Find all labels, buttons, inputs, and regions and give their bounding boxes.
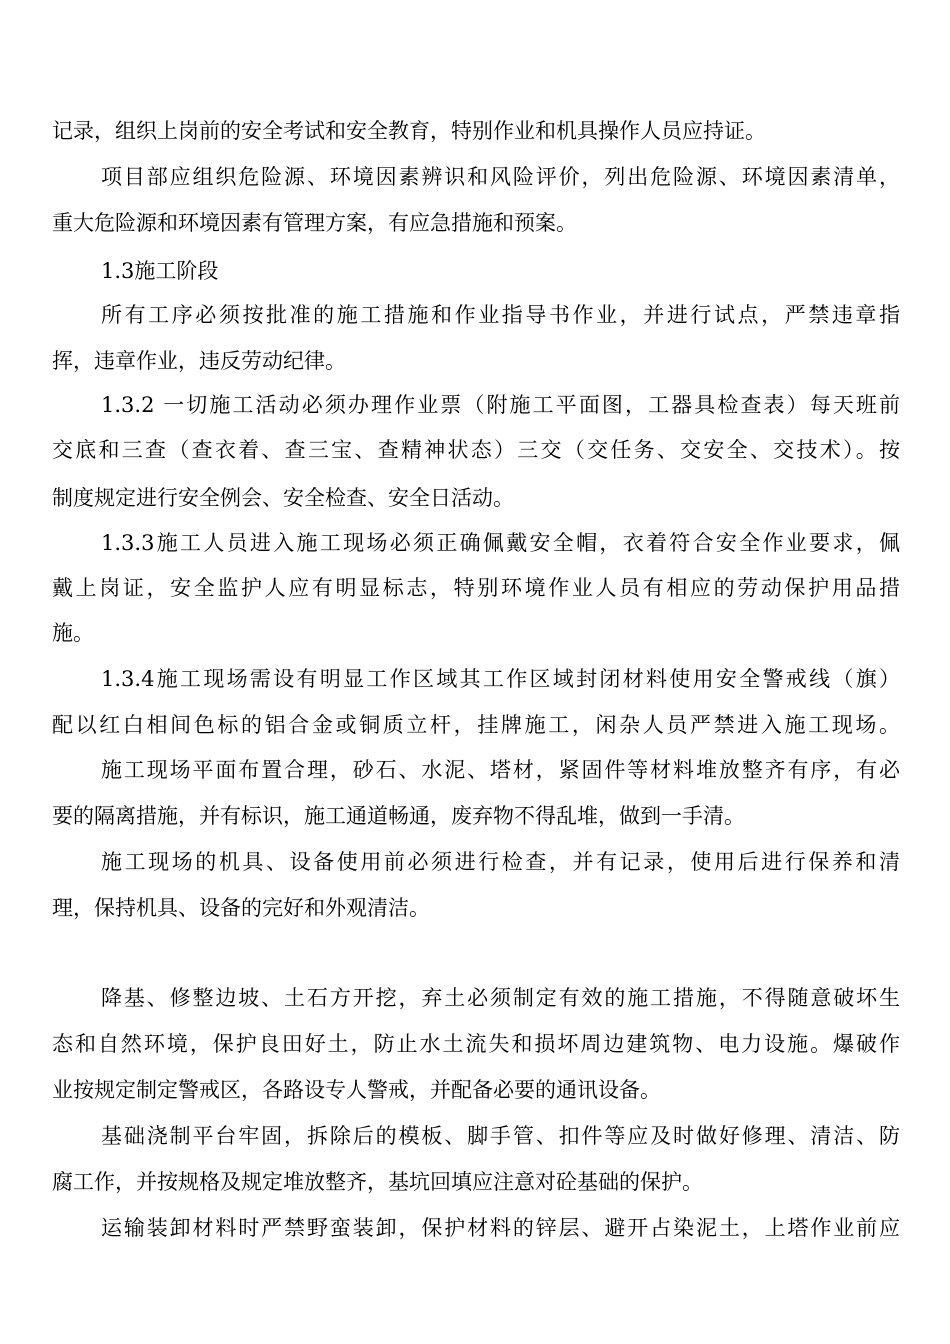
text-line: 所有工序必须按批准的施工措施和作业指导书作业，并进行试点，严禁违章指 — [101, 303, 900, 327]
text-line: 1.3.3施工人员进入施工现场必须正确佩戴安全帽，衣着符合安全作业要求，佩 — [101, 531, 900, 555]
text-line: 业按规定制定警戒区，各路设专人警戒，并配备必要的通讯设备。 — [52, 1078, 661, 1102]
text-line: 要的隔离措施，并有标识，施工通道畅通，废弃物不得乱堆，做到一手清。 — [52, 804, 745, 828]
text-line: 重大危险源和环境因素有管理方案，有应急措施和预案。 — [52, 211, 577, 235]
text-line: 运输装卸材料时严禁野蛮装卸，保护材料的锌层、避开占染泥土，上塔作业前应 — [101, 1216, 900, 1240]
text-line: 腐工作，并按规格及规定堆放整齐，基坑回填应注意对砼基础的保护。 — [52, 1170, 703, 1194]
text-line: 1.3.4施工现场需设有明显工作区域其工作区域封闭材料使用安全警戒线（旗） — [101, 667, 900, 691]
text-line: 态和自然环境，保护良田好土，防止水土流失和损坏周边建筑物、电力设施。爆破作 — [52, 1032, 900, 1056]
text-line: 基础浇制平台牢固，拆除后的模板、脚手管、扣件等应及时做好修理、清洁、防 — [101, 1124, 900, 1148]
text-line: 施。 — [52, 621, 94, 645]
section-heading: 1.3施工阶段 — [101, 259, 219, 283]
text-line: 戴上岗证，安全监护人应有明显标志，特别环境作业人员有相应的劳动保护用品措 — [52, 576, 900, 600]
text-line: 交底和三查（查衣着、查三宝、查精神状态）三交（交任务、交安全、交技术）。按 — [52, 438, 900, 462]
text-line: 理，保持机具、设备的完好和外观清洁。 — [52, 896, 430, 920]
text-line: 挥，违章作业，违反劳动纪律。 — [52, 349, 346, 373]
text-line: 施工现场平面布置合理，砂石、水泥、塔材，紧固件等材料堆放整齐有序，有必 — [101, 758, 900, 782]
text-line: 施工现场的机具、设备使用前必须进行检查，并有记录，使用后进行保养和清 — [101, 850, 900, 874]
text-line: 1.3.2 一切施工活动必须办理作业票（附施工平面图，工器具检查表）每天班前 — [101, 393, 900, 417]
text-line: 降基、修整边坡、土石方开挖，弃土必须制定有效的施工措施，不得随意破坏生 — [101, 986, 900, 1010]
text-line: 配以红白相间色标的铝合金或铜质立杆，挂牌施工，闲杂人员严禁进入施工现场。 — [52, 713, 900, 737]
text-line: 项目部应组织危险源、环境因素辨识和风险评价，列出危险源、环境因素清单， — [101, 165, 900, 189]
text-line: 记录，组织上岗前的安全考试和安全教育，特别作业和机具操作人员应持证。 — [52, 119, 766, 143]
text-line: 制度规定进行安全例会、安全检查、安全日活动。 — [52, 486, 514, 510]
